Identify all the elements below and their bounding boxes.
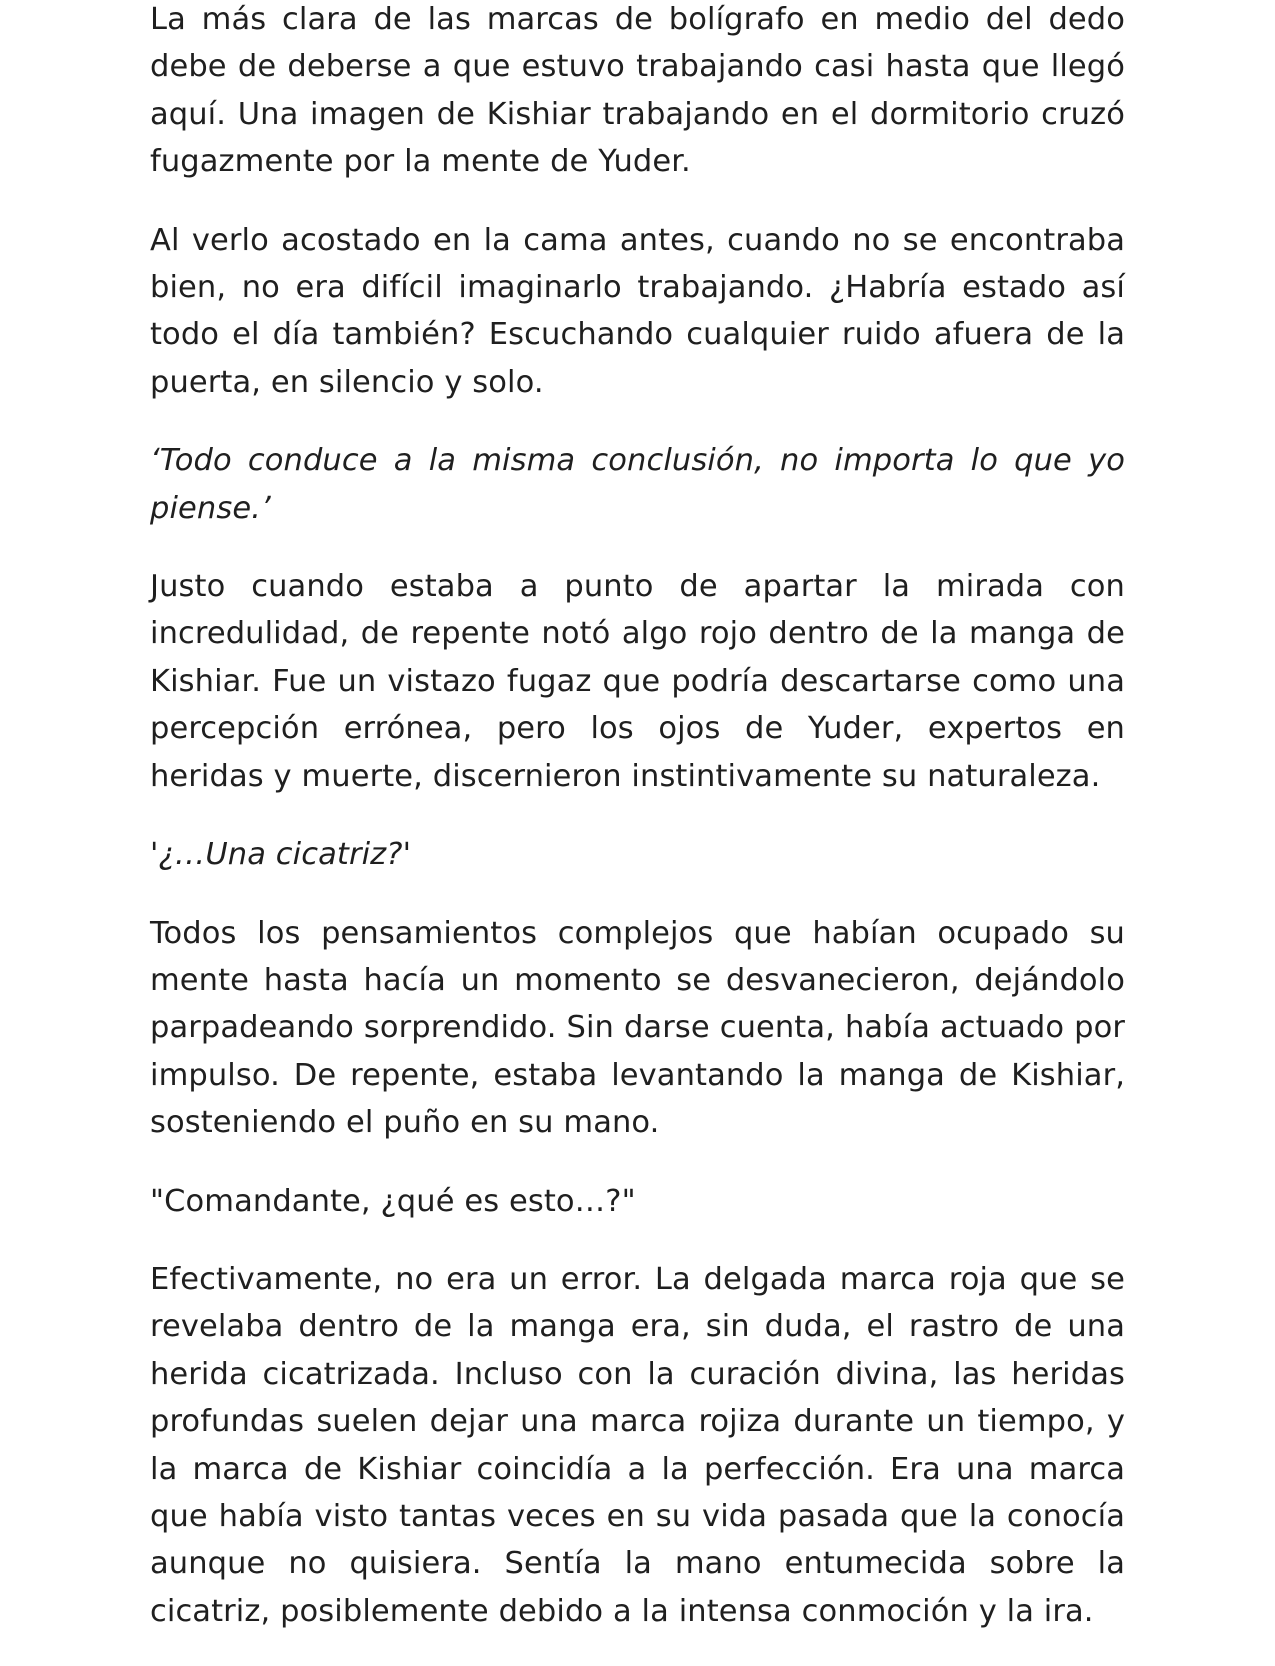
paragraph-lifting-sleeve: Todos los pensamientos complejos que habían ocupado su mente hasta hacía un momento se desvanecieron, dejándolo parpadeando sorprendido. Sin darse cuenta, había actuado por impulso. De repente, estaba levantando la manga de Kishiar, sosteniendo el puño en su mano.: [150, 915, 1125, 1141]
paragraph-lying-in-bed: Al verlo acostado en la cama antes, cuando no se encontraba bien, no era difícil imaginarlo trabajando. ¿Habría estado así todo el día también? Escuchando cualquier ruido afuera de la puerta, en silencio y solo.: [150, 222, 1125, 400]
document-page: [150, 0, 1125, 1666]
paragraph-healed-wound: Efectivamente, no era un error. La delgada marca roja que se revelaba dentro de la manga era, sin duda, el rastro de una herida cicatrizada. Incluso con la curación divina, las heridas profundas suelen dejar una marca rojiza durante un tiempo, y la marca de Kishiar coincidía a la perfección. Era una marca que había visto tantas veces en su vida pasada que la conocía aunque no quisiera. Sentía la mano entumecida sobre la cicatriz, posiblemente debido a la intensa conmoción y la ira.: [150, 1261, 1125, 1629]
thought-a-scar: '¿…Una cicatriz?': [150, 837, 412, 873]
paragraph-red-in-sleeve: Justo cuando estaba a punto de apartar la mirada con incredulidad, de repente notó algo rojo dentro de la manga de Kishiar. Fue un vistazo fugaz que podría descartarse como una percepción errónea, pero los ojos de Yuder, expertos en heridas y muerte, discernieron instintivamente su naturaleza.: [150, 569, 1125, 794]
thought-same-conclusion: ‘Todo conduce a la misma conclusión, no importa lo que yo piense.’: [150, 443, 1125, 526]
paragraph-pen-marks: La más clara de las marcas de bolígrafo en medio del dedo debe de deberse a que estuvo trabajando casi hasta que llegó aquí. Una imagen de Kishiar trabajando en el dormitorio cruzó fugazmente por la mente de Yuder.: [150, 2, 1125, 180]
dialogue-commander: "Comandante, ¿qué es esto…?": [150, 1183, 636, 1219]
